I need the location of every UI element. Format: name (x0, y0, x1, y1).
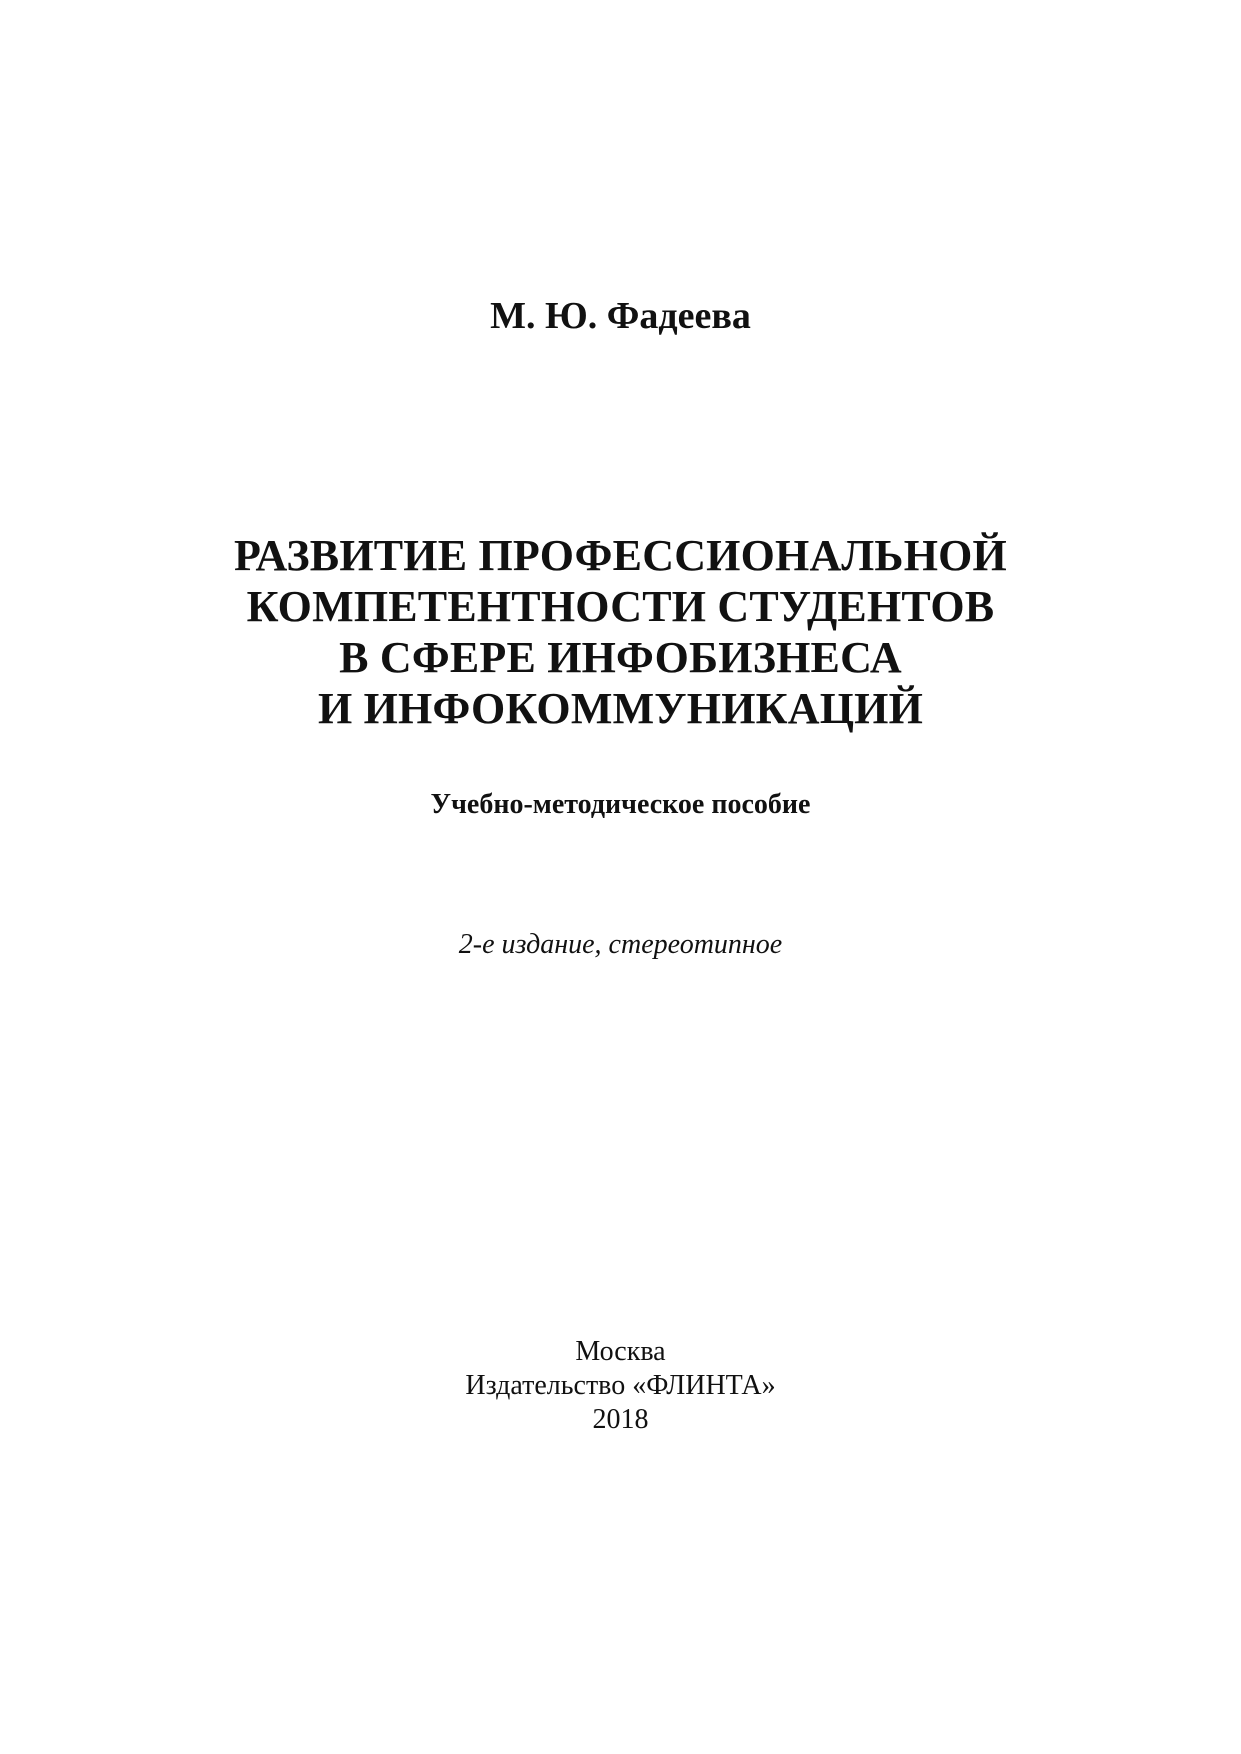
book-subtitle: Учебно-методическое пособие (430, 789, 811, 820)
book-title-line-2: КОМПЕТЕНТНОСТИ СТУДЕНТОВ (246, 582, 995, 631)
imprint-city: Москва (575, 1336, 666, 1367)
imprint-publisher: Издательство «ФЛИНТА» (465, 1370, 776, 1401)
author-name: М. Ю. Фадеева (490, 295, 751, 337)
edition-note: 2-е издание, стереотипное (458, 929, 783, 960)
book-title-line-1: РАЗВИТИЕ ПРОФЕССИОНАЛЬНОЙ (234, 531, 1007, 580)
imprint-year: 2018 (592, 1404, 649, 1435)
book-title-line-4: И ИНФОКОММУНИКАЦИЙ (317, 684, 923, 733)
book-title (0, 530, 1241, 734)
imprint (0, 1335, 1241, 1437)
book-title-line-3: В СФЕРЕ ИНФОБИЗНЕСА (339, 633, 902, 682)
